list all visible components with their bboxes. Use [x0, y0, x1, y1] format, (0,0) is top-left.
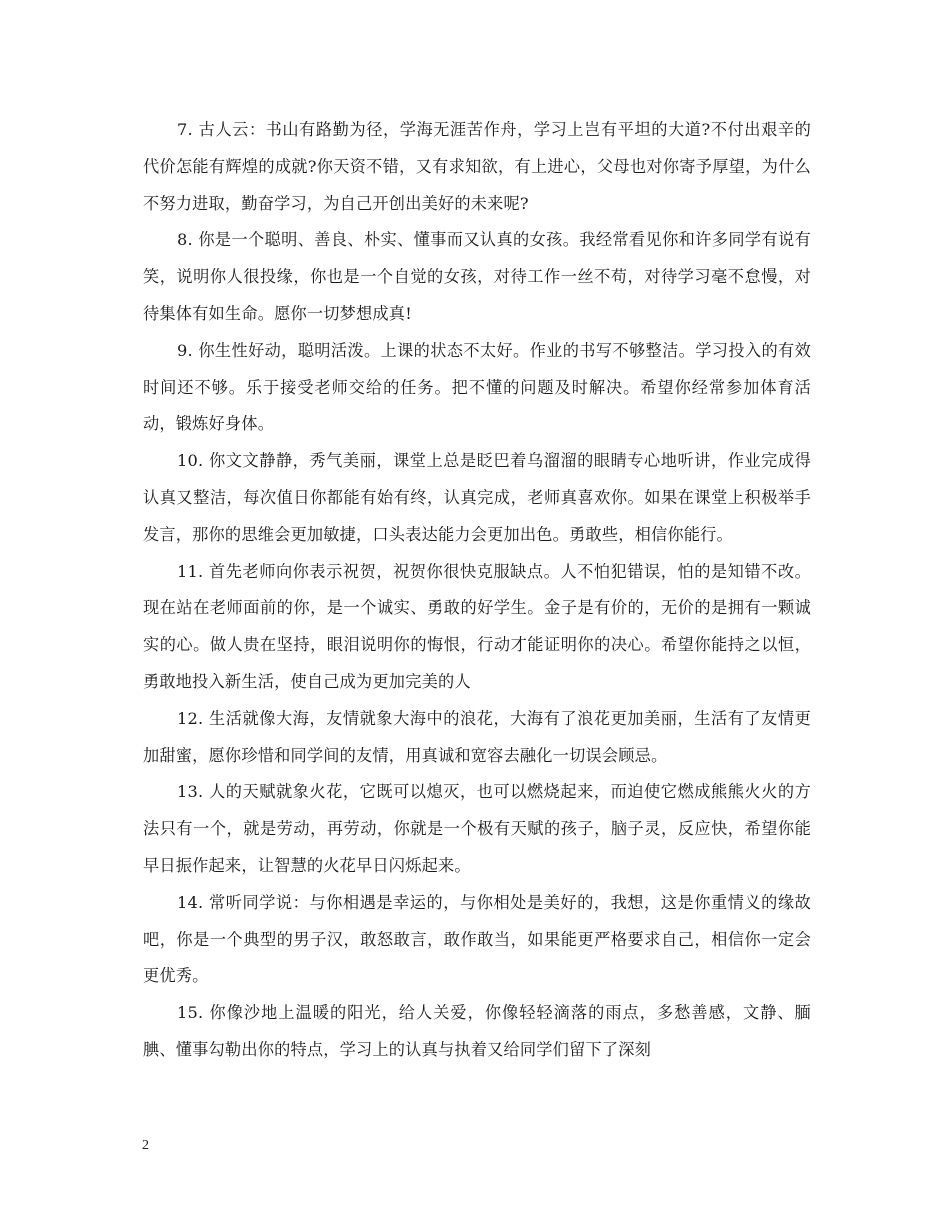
- page-number: 2: [142, 1138, 149, 1153]
- paragraph-9: 9. 你生性好动，聪明活泼。上课的状态不太好。作业的书写不够整洁。学习投入的有效时间还不够。乐于接受老师交给的任务。把不懂的问题及时解决。希望你经常参加体育活动，锻炼好身体。: [143, 340, 811, 434]
- paragraph-14: 14. 常听同学说：与你相遇是幸运的，与你相处是美好的，我想，这是你重情义的缘故吧，你是一个典型的男子汉，敢怒敢言，敢作敢当，如果能更严格要求自己，相信你一定会更优秀。: [143, 892, 811, 986]
- paragraph-11: 11. 首先老师向你表示祝贺，祝贺你很快克服缺点。人不怕犯错误，怕的是知错不改。现在站在老师面前的你，是一个诚实、勇敢的好学生。金子是有价的，无价的是拥有一颗诚实的心。做人贵在坚持，眼泪说明你的悔恨，行动才能证明你的决心。希望你能持之以恒，勇敢地投入新生活，使自己成为更加完美的人: [143, 561, 811, 691]
- paragraph-12: 12. 生活就像大海，友情就象大海中的浪花，大海有了浪花更加美丽，生活有了友情更加甜蜜，愿你珍惜和同学间的友情，用真诚和宽容去融化一切误会顾忌。: [143, 708, 811, 765]
- paragraph-10: 10. 你文文静静，秀气美丽，课堂上总是眨巴着乌溜溜的眼睛专心地听讲，作业完成得认真又整洁，每次值日你都能有始有终，认真完成，老师真喜欢你。如果在课堂上积极举手发言，那你的思维会更加敏捷，口头表达能力会更加出色。勇敢些，相信你能行。: [143, 451, 811, 544]
- paragraph-7: 7. 古人云：书山有路勤为径，学海无涯苦作舟，学习上岂有平坦的大道?不付出艰辛的代价怎能有辉煌的成就?你天资不错，又有求知欲，有上进心，父母也对你寄予厚望，为什么不努力进取，勤奋学习，为自己开创出美好的未来呢?: [143, 120, 811, 213]
- paragraph-15: 15. 你像沙地上温暖的阳光，给人关爱，你像轻轻滴落的雨点，多愁善感，文静、腼腆、懂事勾勒出你的特点，学习上的认真与执着又给同学们留下了深刻: [143, 1003, 811, 1059]
- paragraph-8: 8. 你是一个聪明、善良、朴实、懂事而又认真的女孩。我经常看见你和许多同学有说有笑，说明你人很投缘，你也是一个自觉的女孩，对待工作一丝不苟，对待学习毫不怠慢，对待集体有如生命。愿你一切梦想成真!: [143, 230, 811, 323]
- document-body: [143, 112, 811, 1069]
- paragraph-13: 13. 人的天赋就象火花，它既可以熄灭，也可以燃烧起来，而迫使它燃成熊熊火火的方法只有一个，就是劳动，再劳动，你就是一个极有天赋的孩子，脑子灵，反应快，希望你能早日振作起来，让智慧的火花早日闪烁起来。: [143, 782, 811, 875]
